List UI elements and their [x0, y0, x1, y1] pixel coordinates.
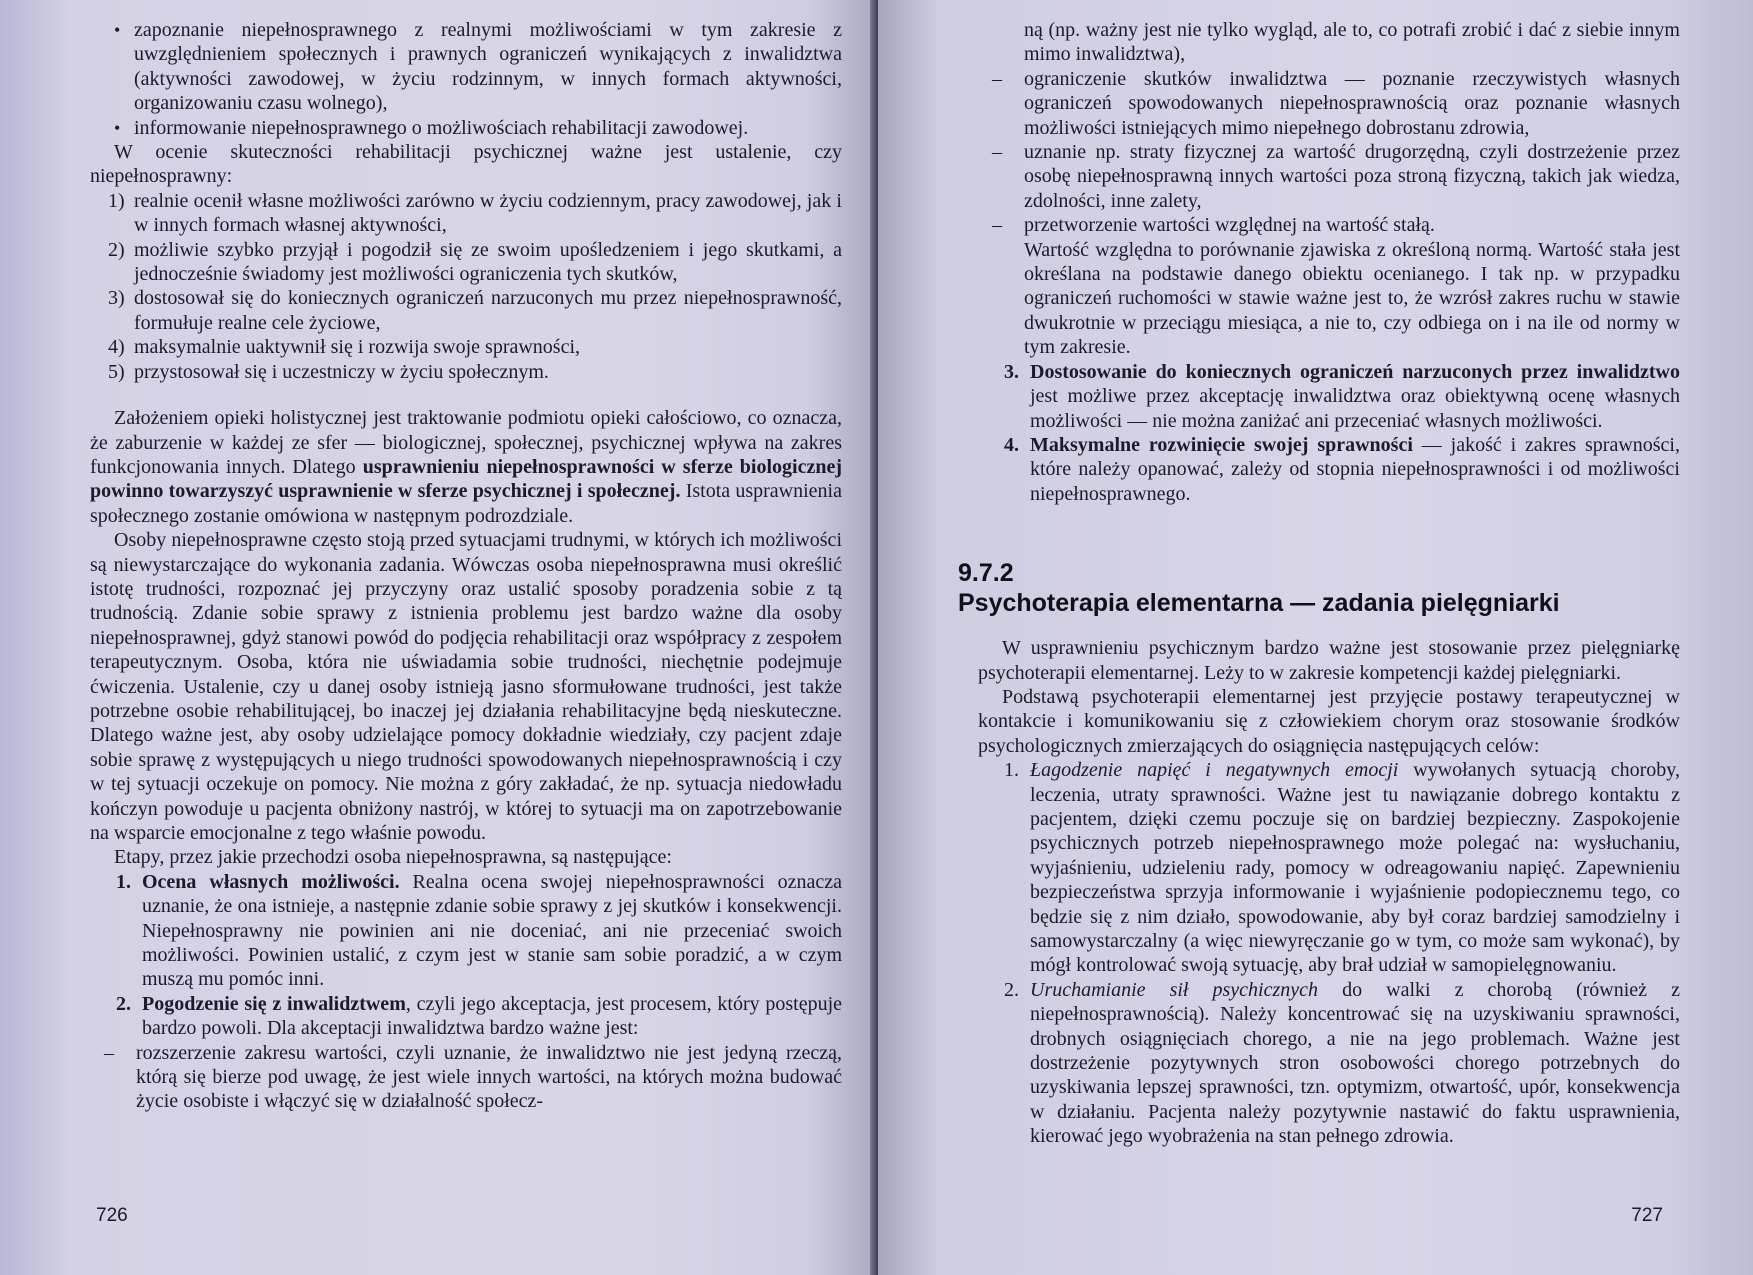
- page-number: 727: [1631, 1205, 1663, 1226]
- paragraph-difficult-situations: Osoby niepełnosprawne często stoją przed sytuacjami trudnymi, w których ich możliwości są niewystarczające do wykonania zadania. Wówczas osoba niepełnosprawna musi określić istotę trudności, rozpoznać jej przyczyny oraz ustalić sposoby poradzenia sobie z tą trudnością. Zdanie sobie sprawy z istnienia problemu jest bardzo ważne dla osoby niepełnosprawnej, gdyż stanowi powód do podjęcia rehabilitacji oraz współpracy z zespołem terapeutycznym. Osoba, która nie uświadamia sobie trudności, niechętnie podejmuje ćwiczenia. Ustalenie, czy u danej osoby istnieją jasno sformułowane trudności, jest także potrzebne osobie rehabilitującej, bo inaczej jej działania rehabilitacyjne będą nieskuteczne. Dlatego ważne jest, aby osoby udzielające pomocy dokładnie wiedziały, czy pacjent zdaje sobie sprawę z występujących u niego trudności spowodowanych niepełnosprawnością i czy w tej sytuacji oczekuje on pomocy. Nie można z góry zakładać, że np. sytuacja niedowładu kończyn powoduje u pacjenta obniżony nastrój, w której to sytuacji ma on zapotrzebowanie na wsparcie emocjonalne z tego właśnie powodu.: [90, 529, 842, 844]
- stage-item: 4. Maksymalne rozwinięcie swojej sprawności — jakość i zakres sprawności, które należy opanować, zależy od stopnia niepełnosprawności i od możliwości niepełnosprawnego.: [1004, 433, 1680, 505]
- list-item: 1) realnie ocenił własne możliwości zarówno w życiu codziennym, pracy zawodowej, jak i w innych formach własnej aktywności,: [108, 189, 842, 237]
- dash-item: – przetworzenie wartości względnej na wartość stałą.: [992, 214, 1435, 237]
- left-text-column: [90, 18, 842, 1114]
- paragraph-holistic: Założeniem opieki holistycznej jest traktowanie podmiotu opieki całościowo, co oznacza, że zaburzenie w każdej ze sfer — biologicznej, społecznej, psychicznej wpływa na zakres funkcjonowania innych. Dlatego usprawnieniu niepełnosprawności w sferze biologicznej powinno towarzyszyć usprawnienie w sferze psychicznej i społecznej. Istota usprawnienia społecznego zostanie omówiona w następnym podrozdziale.: [90, 407, 842, 527]
- stage-item: 2. Pogodzenie się z inwalidztwem, czyli jego akceptacja, jest procesem, który postępuje bardzo powoli. Dla akceptacji inwalidztwa bardzo ważne jest:: [116, 992, 843, 1040]
- continuation-text: ną (np. ważny jest nie tylko wygląd, ale to, co potrafi zrobić i dać z siebie innym mimo inwalidztwa),: [1024, 19, 1680, 66]
- paragraph-psychotherapy-1: W usprawnieniu psychicznym bardzo ważne jest stosowanie przez pielęgniarkę psychoterapii elementarnej. Leży to w zakresie kompetencji każdej pielęgniarki.: [978, 637, 1680, 684]
- list-item: 4) maksymalnie uaktywnił się i rozwija swoje sprawności,: [108, 336, 581, 359]
- dash-item: – rozszerzenie zakresu wartości, czyli uznanie, że inwalidztwo nie jest jedyną rzeczą, którą się bierze pod uwagę, że jest wiele innych wartości, na których można budować życie osobiste i włączyć się w działalność społecz-: [104, 1041, 842, 1113]
- list-item: 3) dostosował się do koniecznych ograniczeń narzuconych mu przez niepełnosprawność, formułuje realne cele życiowe,: [108, 287, 842, 334]
- list-item: 5) przystosował się i uczestniczy w życiu społecznym.: [108, 360, 549, 383]
- section-heading: [958, 558, 1680, 618]
- bullet-marker: •: [114, 117, 121, 138]
- spacer: [90, 384, 842, 406]
- goal-item: 1. Łagodzenie napięć i negatywnych emocji wywołanych sytuacją choroby, leczenia, utraty sprawności. Ważne jest tu nawiązanie dobrego kontaktu z pacjentem, dzięki czemu poczuje się on bardziej bezpieczny. Zaspokojenie psychicznych potrzeb niepełnosprawnego może polegać na: wysłuchaniu, wyjaśnieniu, udzieleniu rady, pomocy w odreagowaniu napięć. Zapewnieniu bezpieczeństwa sprzyja informowanie i wyjaśnienie podopiecznemu tego, co będzie się z nim działo, spowodowanie, aby był coraz bardziej samodzielny i samowystarczalny (a więc niewyręczanie go w tym, co może sam wykonać), by mógł kontrolować swoją sytuację, aby brał udział w samopielęgnowaniu.: [1004, 759, 1680, 977]
- dash-item: – uznanie np. straty fizycznej za wartość drugorzędną, czyli dostrzeżenie przez osobę niepełnosprawną innych wartości poza stroną fizyczną, takich jak wiedza, zdolności, inne zalety,: [992, 141, 1680, 212]
- bullet-marker: •: [114, 20, 121, 40]
- list-item: • informowanie niepełnosprawnego o możliwościach rehabilitacji zawodowej.: [114, 116, 749, 139]
- list-item: 2) możliwie szybko przyjął i pogodził się ze swoim upośledzeniem i jego skutkami, a jednocześnie świadomy jest możliwości ograniczenia tych skutków,: [108, 238, 842, 286]
- paragraph-psychotherapy-2: Podstawą psychoterapii elementarnej jest przyjęcie postawy terapeutycznej w kontakcie i komunikowaniu się z człowiekiem chorym oraz stosowanie środków psychologicznych zmierzających do osiągnięcia następujących celów:: [978, 685, 1680, 757]
- paragraph-stages-intro: Etapy, przez jakie przechodzi osoba niepełnosprawna, są następujące:: [114, 846, 672, 869]
- paragraph-relative-value: Wartość względna to porównanie zjawiska z określoną normą. Wartość stała jest określana na podstawie danego obiektu ocenianego. I tak np. w przypadku ograniczeń ruchomości w stawie ważne jest to, że wzrósł zakres ruchu w stawie dwukrotnie w przeciągu miesiąca, a nie to, czy odbiega on i na ile od normy w tym zakresie.: [1024, 238, 1680, 359]
- right-page: [878, 0, 1753, 1275]
- page-number: 726: [96, 1205, 128, 1226]
- paragraph-assessment-intro: W ocenie skuteczności rehabilitacji psychicznej ważne jest ustalenie, czy niepełnosprawny:: [90, 141, 842, 188]
- list-item: • zapoznanie niepełnosprawnego z realnymi możliwościami w tym zakresie z uwzględnieniem społecznych i prawnych ograniczeń wynikających z inwalidztwa (aktywności zawodowej, w życiu rodzinnym, w innych formach aktywności, organizowaniu czasu wolnego),: [114, 19, 842, 115]
- stage-item: 1. Ocena własnych możliwości. Realna ocena swojej niepełnosprawności oznacza uznanie, że ona istnieje, a następnie zdanie sobie sprawy z jej skutków i konsekwencji. Niepełnosprawny nie powinien ani nie doceniać, ani nie przeceniać swoich możliwości. Powinien ustalić, z czym jest w stanie sam sobie poradzić, a w czym muszą mu pomóc inni.: [116, 870, 842, 991]
- section-title: Psychoterapia elementarna — zadania pielęgniarki: [958, 589, 1560, 618]
- goal-item: 2. Uruchamianie sił psychicznych do walki z chorobą (również z niepełnosprawnością). Należy koncentrować się na uzyskiwaniu sprawności, drobnych osiągnięciach chorego, a nie na jego problemach. Ważne jest dostrzeżenie pozytywnych stron osobowości chorego potrzebnych do uzyskiwania lepszej sprawności, tzn. optymizm, otwartość, upór, konsekwencja w działaniu. Pacjenta należy pozytywnie nastawić do faktu usprawnienia, kierować jego wyobrażenia na stan pełnego zdrowia.: [1004, 978, 1680, 1148]
- section-number: 9.7.2: [958, 559, 1014, 588]
- right-text-column: [958, 18, 1680, 1149]
- dash-item: – ograniczenie skutków inwalidztwa — poznanie rzeczywistych własnych ograniczeń spowodowanych niepełnosprawnością oraz poznanie własnych możliwości istniejących mimo niepełnego dobrostanu zdrowia,: [992, 67, 1680, 139]
- stage-item: 3. Dostosowanie do koniecznych ograniczeń narzuconych przez inwalidztwo jest możliwe przez akceptację inwalidztwa oraz obiektywną ocenę własnych możliwości — nie można zaniżać ani przeceniać własnych możliwości.: [1004, 360, 1680, 432]
